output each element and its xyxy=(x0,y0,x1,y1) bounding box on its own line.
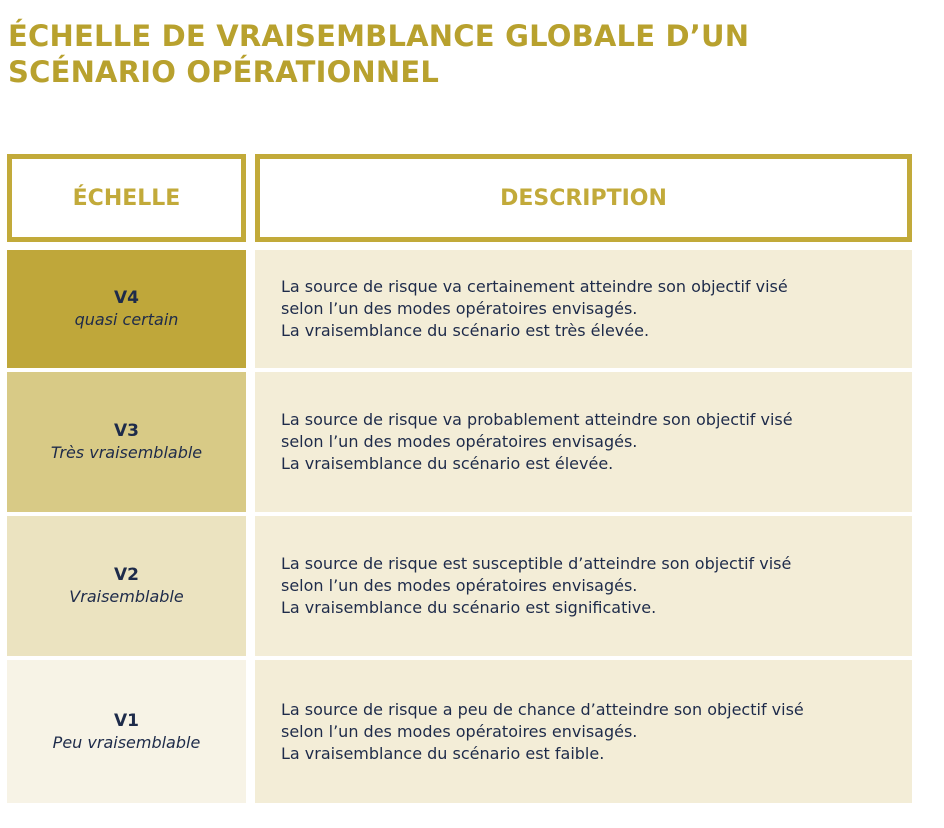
description-line: selon l’un des modes opératoires envisagés. xyxy=(281,299,638,318)
level-name: Vraisemblable xyxy=(69,587,184,606)
level-name: Très vraisemblable xyxy=(50,443,203,462)
description-line: La vraisemblance du scénario est élevée. xyxy=(281,454,614,473)
description-line: La source de risque va certainement atteindre son objectif visé xyxy=(281,277,788,296)
scale-cell-v4 xyxy=(7,250,246,368)
level-name: quasi certain xyxy=(74,310,179,329)
description-line: La vraisemblance du scénario est faible. xyxy=(281,743,605,763)
scale-cell-v3 xyxy=(7,372,246,512)
scale-cell-v1 xyxy=(7,660,246,803)
page-title-line-2: SCÉNARIO OPÉRATIONNEL xyxy=(8,55,440,89)
level-name: Peu vraisemblable xyxy=(52,732,201,752)
description-cell-v4 xyxy=(255,250,912,368)
description-line: selon l’un des modes opératoires envisagés. xyxy=(281,432,638,451)
level-code: V4 xyxy=(114,288,139,308)
description-cell-v1 xyxy=(255,660,912,803)
level-code: V2 xyxy=(114,565,139,585)
level-code: V1 xyxy=(114,710,139,731)
page-title xyxy=(8,18,928,90)
description-cell-v2 xyxy=(255,516,912,656)
scale-cell-v2 xyxy=(7,516,246,656)
description-line: La source de risque est susceptible d’atteindre son objectif visé xyxy=(281,554,792,573)
description-line: selon l’un des modes opératoires envisagés. xyxy=(281,721,638,741)
level-code: V3 xyxy=(114,421,139,441)
description-line: La source de risque va probablement atteindre son objectif visé xyxy=(281,410,793,429)
description-column-header: DESCRIPTION xyxy=(255,154,912,242)
description-line: selon l’un des modes opératoires envisagés. xyxy=(281,576,638,595)
description-cell-v3 xyxy=(255,372,912,512)
page-title-line-1: ÉCHELLE DE VRAISEMBLANCE GLOBALE D’UN xyxy=(8,19,750,53)
description-line: La vraisemblance du scénario est significative. xyxy=(281,598,657,617)
description-line: La source de risque a peu de chance d’atteindre son objectif visé xyxy=(281,699,804,719)
scale-column-header: ÉCHELLE xyxy=(7,154,246,242)
description-line: La vraisemblance du scénario est très élevée. xyxy=(281,321,650,340)
